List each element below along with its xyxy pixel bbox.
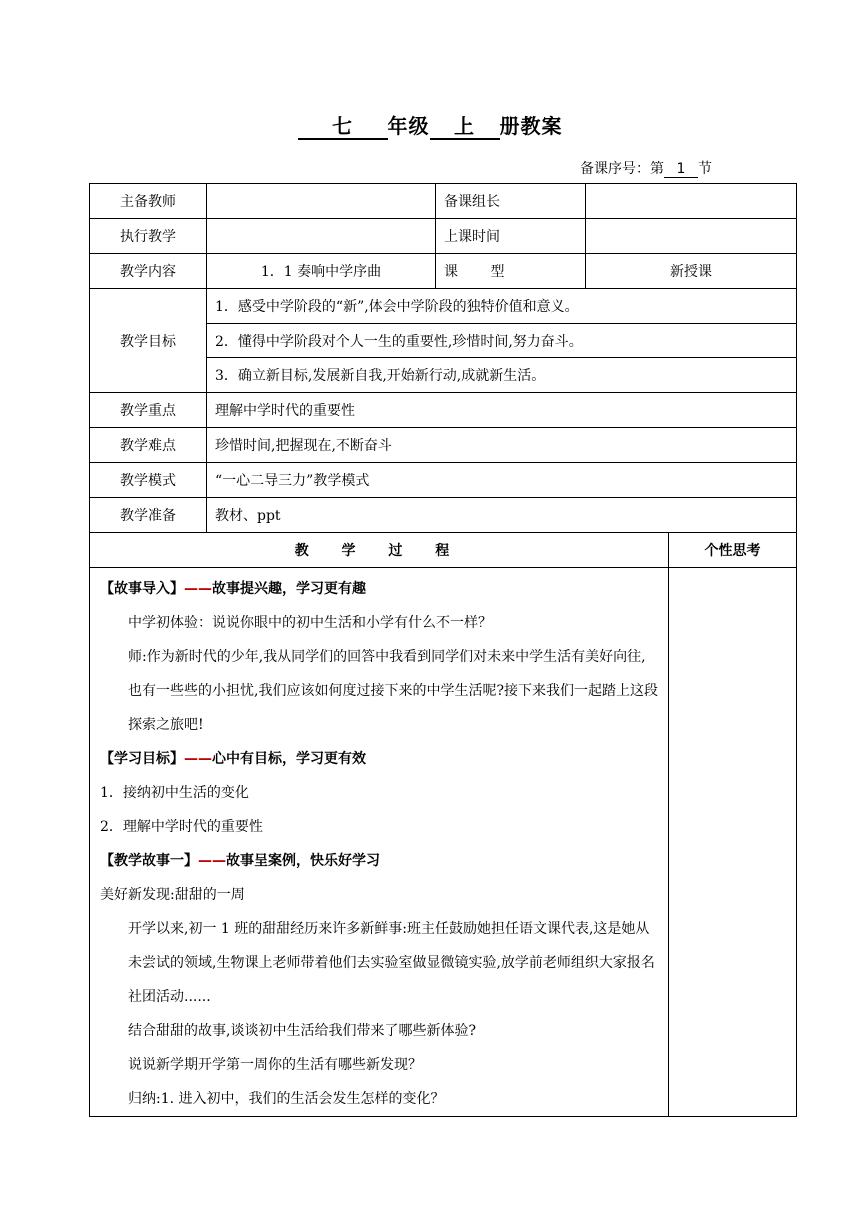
serial-suffix: 节 (698, 161, 712, 177)
difficulty-label: 教学难点 (90, 428, 207, 463)
key-point-value: 理解中学时代的重要性 (207, 393, 797, 428)
document-title (0, 114, 860, 140)
grade-blank: 七 (298, 114, 388, 140)
section-learning-goals: 【学习目标】——心中有目标，学习更有效 (100, 751, 366, 767)
type-value: 新授课 (586, 254, 797, 289)
goal-item: 3．确立新目标,发展新自我,开始新行动,成就新生活。 (207, 358, 797, 393)
class-time-label: 上课时间 (436, 219, 586, 254)
row-executing (90, 219, 797, 254)
class-time-value[interactable] (586, 219, 797, 254)
list-item: 2．理解中学时代的重要性 (100, 819, 263, 835)
row-process-heading (90, 533, 797, 568)
paragraph: 开学以来,初一 1 班的甜甜经历来许多新鲜事:班主任鼓励她担任语文课代表,这是她从未尝试的领域,生物课上老师带着他们去实验室做显微镜实验,放学前老师组织大家报名社团活动...... (128, 921, 655, 1005)
paragraph: 中学初体验：说说你眼中的初中生活和小学有什么不一样？ (128, 615, 492, 631)
executing-value[interactable] (207, 219, 436, 254)
serial-number: 1 (664, 161, 698, 178)
process-heading: 教 学 过 程 (90, 533, 669, 568)
volume-blank: 上 (430, 114, 500, 140)
goals-label: 教学目标 (90, 289, 207, 393)
goal-item: 2．懂得中学阶段对个人一生的重要性,珍惜时间,努力奋斗。 (207, 324, 797, 358)
group-leader-label: 备课组长 (436, 184, 586, 219)
section-teaching-story: 【教学故事一】——故事呈案例，快乐好学习 (100, 853, 380, 869)
process-body (90, 568, 669, 1117)
executing-label: 执行教学 (90, 219, 207, 254)
row-goal-1 (90, 289, 797, 324)
list-item: 1．接纳初中生活的变化 (100, 785, 249, 801)
lead-teacher-value[interactable] (207, 184, 436, 219)
prep-value: 教材、ppt (207, 498, 797, 533)
key-point-label: 教学重点 (90, 393, 207, 428)
section-story-intro: 【故事导入】——故事提兴趣，学习更有趣 (100, 581, 366, 597)
row-difficulty (90, 428, 797, 463)
goal-item: 1．感受中学阶段的“新”,体会中学阶段的独特价值和意义。 (207, 289, 797, 324)
type-label: 课 型 (436, 254, 586, 289)
difficulty-value: 珍惜时间,把握现在,不断奋斗 (207, 428, 797, 463)
group-leader-value[interactable] (586, 184, 797, 219)
mode-value: “一心二导三力”教学模式 (207, 463, 797, 498)
prep-label: 教学准备 (90, 498, 207, 533)
grade-suffix: 年级 (387, 114, 430, 138)
row-prep (90, 498, 797, 533)
paragraph: 结合甜甜的故事,谈谈初中生活给我们带来了哪些新体验? (128, 1023, 476, 1039)
serial-label: 备课序号：第 (580, 161, 664, 177)
row-content (90, 254, 797, 289)
mode-label: 教学模式 (90, 463, 207, 498)
subheading: 美好新发现:甜甜的一周 (100, 887, 245, 903)
paragraph: 师:作为新时代的少年,我从同学们的回答中我看到同学们对未来中学生活有美好向往,也有一些些的小担忧,我们应该如何度过接下来的中学生活呢?接下来我们一起踏上这段探索之旅吧! (128, 649, 658, 733)
reflection-heading: 个性思考 (669, 533, 797, 568)
row-process-body (90, 568, 797, 1117)
lesson-plan-table (89, 183, 797, 1117)
paragraph: 归纳:1. 进入初中，我们的生活会发生怎样的变化？ (128, 1091, 445, 1107)
volume-suffix: 册教案 (499, 114, 563, 138)
reflection-area[interactable] (669, 568, 797, 1117)
row-lead-teacher (90, 184, 797, 219)
lesson-serial (580, 158, 712, 178)
paragraph: 说说新学期开学第一周你的生活有哪些新发现？ (128, 1057, 422, 1073)
row-key-point (90, 393, 797, 428)
content-label: 教学内容 (90, 254, 207, 289)
lead-teacher-label: 主备教师 (90, 184, 207, 219)
content-value: 1．1 奏响中学序曲 (207, 254, 436, 289)
row-mode (90, 463, 797, 498)
